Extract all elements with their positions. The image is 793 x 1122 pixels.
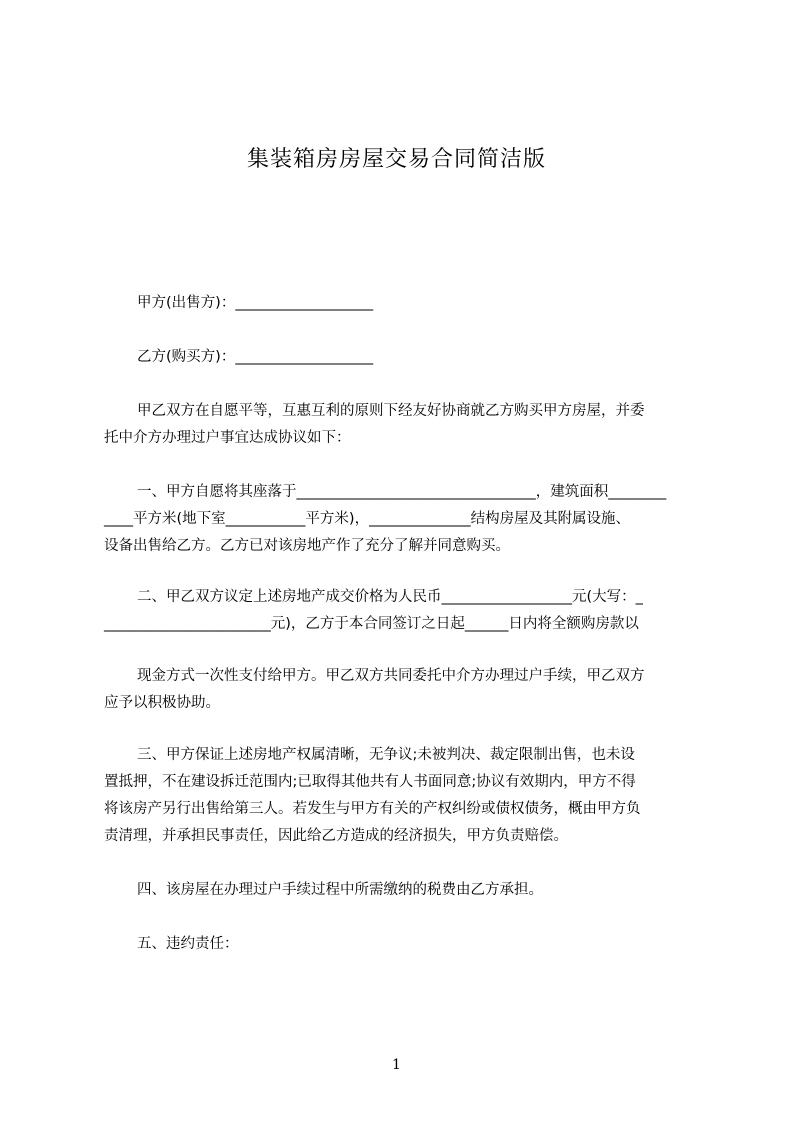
clause-2-line: _______________________元)，乙方于本合同签订之日起______日内将全额购房款以 — [104, 616, 639, 632]
party-a-line: 甲方(出售方)：___________________ — [137, 295, 374, 311]
clause-2-line: 二、甲乙双方议定上述房地产成交价格为人民币__________________元(大写：_ — [137, 589, 643, 605]
clause-1-line: ____平方米(地下室___________平方米)，______________结构房屋及其附属设施、 — [104, 511, 631, 527]
clause-3-line: 将该房产另行出售给第三人。若发生与甲方有关的产权纠纷或债权债务，概由甲方负 — [104, 801, 641, 817]
clause-1-line: 设备出售给乙方。乙方已对该房地产作了充分了解并同意购买。 — [104, 538, 510, 554]
document-title: 集装箱房房屋交易合同简洁版 — [246, 147, 546, 172]
clause-5-heading: 五、违约责任： — [137, 936, 239, 952]
page-number: 1 — [392, 1057, 401, 1073]
party-b-line: 乙方(购买方)：___________________ — [137, 349, 374, 365]
clause-2-cont-line: 现金方式一次性支付给甲方。甲乙双方共同委托中介方办理过户手续，甲乙双方 — [137, 668, 645, 684]
clause-2-cont-line: 应予以积极协助。 — [104, 695, 220, 711]
intro-line: 托中介方办理过户事宜达成协议如下： — [104, 430, 351, 446]
intro-line: 甲乙双方在自愿平等，互惠互利的原则下经友好协商就乙方购买甲方房屋，并委 — [137, 403, 645, 419]
clause-1-line: 一、甲方自愿将其座落于_________________________________，建筑面积________ — [137, 484, 667, 500]
clause-3-line: 责清理，并承担民事责任，因此给乙方造成的经济损失，甲方负责赔偿。 — [104, 828, 568, 844]
clause-3-line: 三、甲方保证上述房地产权属清晰，无争议;未被判决、裁定限制出售，也未设 — [137, 747, 635, 763]
clause-4-line: 四、该房屋在办理过户手续过程中所需缴纳的税费由乙方承担。 — [137, 882, 543, 898]
clause-3-line: 置抵押，不在建设拆迁范围内;已取得其他共有人书面同意;协议有效期内，甲方不得 — [104, 774, 636, 790]
